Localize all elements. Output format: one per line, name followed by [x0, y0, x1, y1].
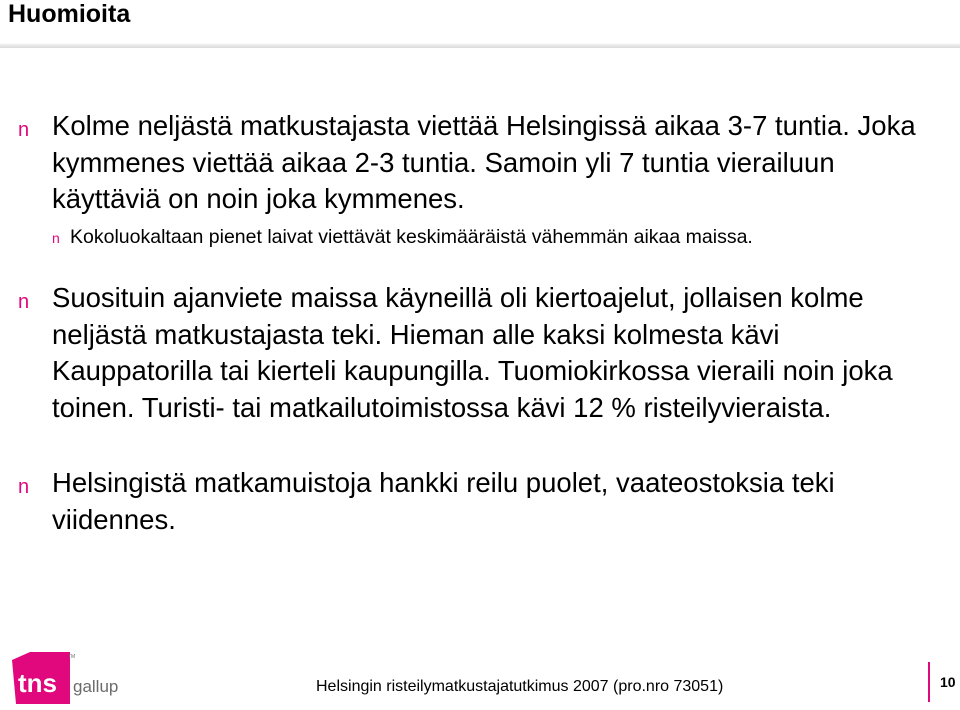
tns-gallup-logo [10, 650, 120, 706]
logo-gallup-text: gallup [73, 677, 119, 696]
page-number: 10 [940, 674, 956, 690]
logo-tm-text: TM [68, 654, 76, 660]
slide-title: Huomioita [8, 0, 131, 28]
sub-bullet-item [18, 223, 882, 252]
bullet-marker-icon: n [18, 119, 30, 141]
title-divider [0, 43, 960, 48]
logo-tns-text: tns [18, 668, 57, 698]
bullet-text: Suosituin ajanviete maissa käyneillä oli kiertoajelut, jollaisen kolme neljästä matkustajasta teki. Hieman alle kaksi kolmesta kävi Kauppatorilla tai kierteli kaupungilla. Tuomiokirkossa vieraili noin joka toinen. Turisti- tai matkailutoimistossa kävi 12 % risteilyvieraista. [52, 282, 893, 423]
bullet-item [18, 465, 932, 538]
sub-bullet-marker-icon: n [52, 230, 60, 246]
footer-source: Helsingin risteilymatkustajatutkimus 2007 (pro.nro 73051) [316, 678, 724, 695]
bullet-text: Helsingistä matkamuistoja hankki reilu puolet, vaateostoksia teki viidennes. [52, 467, 835, 535]
bullet-marker-icon: n [18, 291, 30, 313]
bullet-marker-icon: n [18, 476, 30, 498]
bullet-text: Kolme neljästä matkustajasta viettää Helsingissä aikaa 3-7 tuntia. Joka kymmenes viettää aikaa 2-3 tuntia. Samoin yli 7 tuntia vierailuun käyttäviä on noin joka kymmenes. [52, 110, 916, 214]
sub-bullet-text: Kokoluokaltaan pienet laivat viettävät keskimääräistä vähemmän aikaa maissa. [70, 226, 753, 248]
bullet-item [18, 108, 932, 218]
footer-divider [928, 662, 930, 702]
bullet-item [18, 280, 932, 426]
